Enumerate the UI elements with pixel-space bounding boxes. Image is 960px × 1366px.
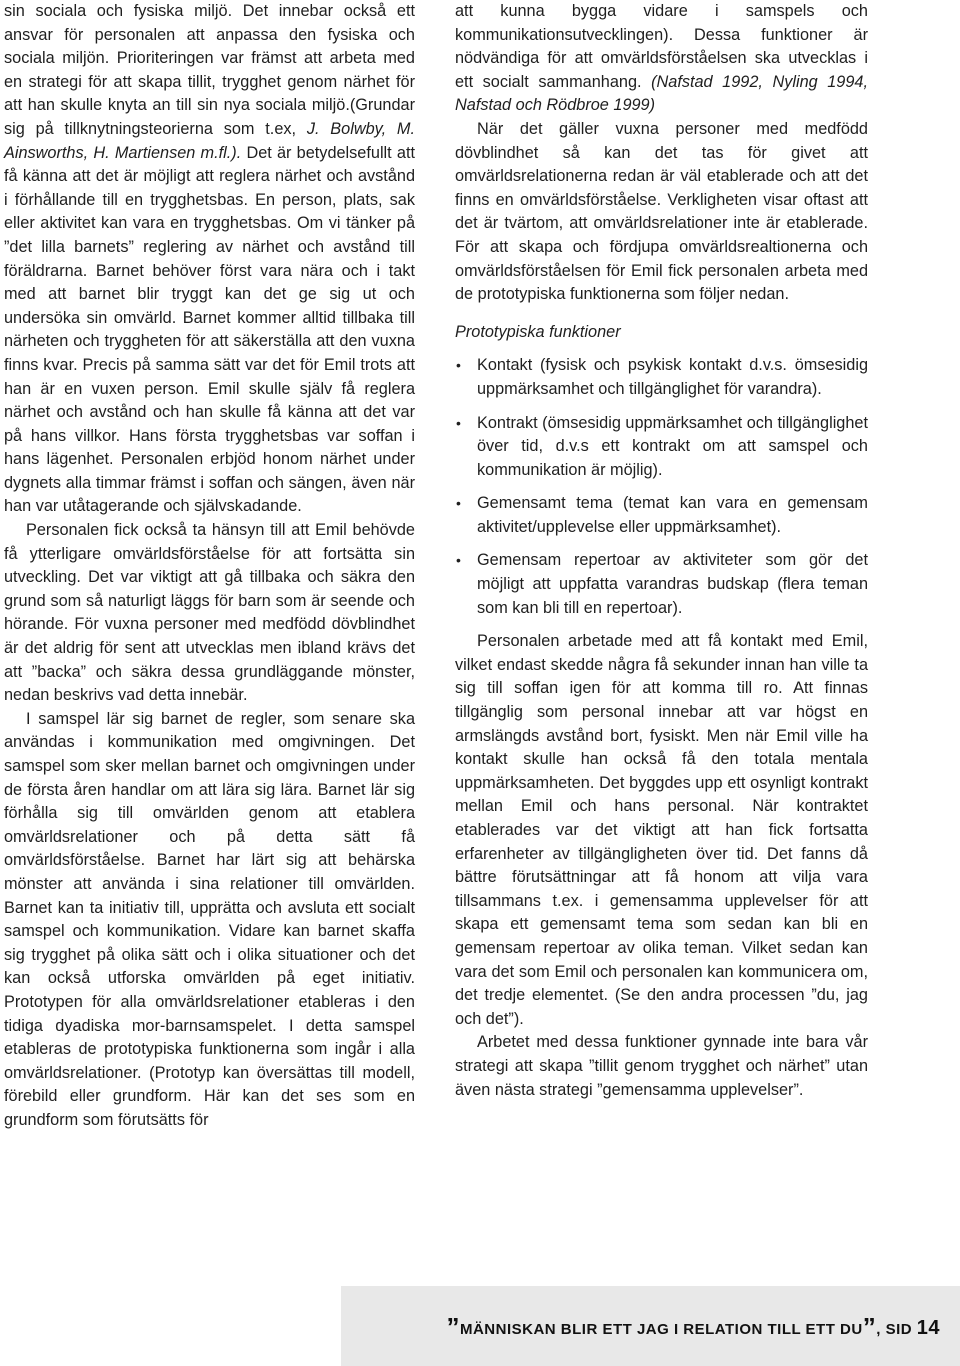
paragraph: Arbetet med dessa funktioner gynnade inte bara vår strategi att skapa ”tillit genom trygghet och närhet” utan även nästa strategi ”gemensamma upplevelser”.: [455, 1033, 868, 1099]
paragraph: att kunna bygga vidare i samspels och kommunikationsutvecklingen). Dessa funktioner är nödvändiga för att omvärldsförståelsen ska utvecklas i ett socialt sammanhang. (Nafstad 1992, Nyling 1994, Nafstad och Rödbroe 1999): [455, 2, 868, 115]
running-footer: [446, 1312, 940, 1343]
citation: J. Bolwby, M. Ainsworths, H. Martiensen m.fl.).: [4, 119, 415, 162]
open-quote: ”: [446, 1312, 460, 1342]
page-number: 14: [916, 1317, 940, 1339]
page-label: , SID: [876, 1321, 917, 1338]
paragraph: I samspel lär sig barnet de regler, som senare ska användas i kommunikation med omgivningen. Det samspel som sker mellan barnet och omgivningen under de första åren handlar om att lära sig lära. Barnet lär sig förhålla sig till omvärlden genom att etablera omvärldsrelationer och på detta sätt få omvärldsförståelse. Barnet har lärt sig att behärska mönster att använda i sina relationer till omvärlden. Barnet kan ta initiativ till, upprätta och avsluta ett socialt samspel och kommunikation. Vidare kan barnet skaffa sig trygghet på olika sätt och i olika situationer och det kan också utforska omvärlden på eget initiativ. Prototypen för alla omvärldsrelationer etableras i den tidiga dyadiska mor-barnsamspelet. I detta samspel etableras de prototypiska funktionerna som ingår i alla omvärldsrelationer. (Prototyp kan översättas till modell, förebild eller grundform. Här kan det ses som en grundform som förutsätts för: [4, 709, 415, 1129]
footer-title: MÄNNISKAN BLIR ETT JAG I RELATION TILL ETT DU: [459, 1321, 863, 1338]
close-quote: ”: [862, 1312, 877, 1342]
list-item: • Kontrakt (ömsesidig uppmärksamhet och tillgänglighet över tid, d.v.s ett kontrakt om att samspel och kommunikation är möjlig).: [456, 413, 868, 479]
footer-bar: [341, 1286, 960, 1366]
bullet-icon: •: [456, 357, 461, 374]
bullet-icon: •: [456, 552, 461, 569]
citation: (Nafstad 1992, Nyling 1994, Nafstad och Rödbroe 1999): [455, 72, 868, 115]
bullet-icon: •: [456, 495, 461, 512]
left-column: [4, 0, 415, 1133]
paragraph: När det gäller vuxna personer med medfödd dövblindhet så kan det tas för givet att omvärldsrelationerna redan är väl etablerade och att det finns en omvärldsförståelse. Verkligheten visar oftast att det är tvärtom, att omvärldsrelationer inte är etablerade. För att skapa och fördjupa omvärldsrealtionerna och omvärldsförståelsen för Emil fick personalen arbeta med de prototypiska funktionerna som följer nedan.: [455, 119, 868, 304]
right-column: [455, 0, 868, 1102]
paragraph: Personalen fick också ta hänsyn till att Emil behövde få ytterligare omvärldsförståelse för att fortsätta sin utveckling. Det var viktigt att gå tillbaka och säkra den grund som så naturligt läggs för barn som är seende och hörande. För vuxna personer med medfödd dövblindhet är det aldrig för sent att utvecklas men ibland krävs det att ”backa” och säkra dessa grundläggande mönster, nedan beskrivs vad detta innebär.: [4, 521, 415, 705]
section-heading: Prototypiska funktioner: [455, 322, 621, 341]
bullet-icon: •: [456, 414, 461, 431]
list-item: • Gemensamt tema (temat kan vara en gemensam aktivitet/upplevelse eller uppmärksamhet).: [456, 494, 868, 536]
paragraph: sin sociala och fysiska miljö. Det innebar också ett ansvar för personalen att anpassa den fysiska och sociala miljön. Prioriteringen var främst att arbeta med en strategi för att skapa tillit, trygghet genom närhet för att han skulle knyta an till sin nya sociala miljö.(Grundar sig på tillknytningsteorierna som t.ex, J. Bolwby, M. Ainsworths, H. Martiensen m.fl.). Det är betydelsefullt att få känna att det är möjligt att reglera närhet och avstånd i förhållande till en trygghetsbas. En person, plats, sak eller aktivitet kan vara en trygghetsbas. Om vi tänker på ”det lilla barnets” reglering av närhet och avstånd till föräldrarna. Barnet behöver först vara nära och i takt med att barnet blir tryggt kan det ge sig ut och undersöka sin omvärld. Barnet kommer alltid tillbaka till närheten och tryggheten för att säkerställa att den vuxna finns kvar. Precis på samma sätt var det för Emil trots att han är en vuxen person. Emil skulle själv få reglera närhet och avstånd och han skulle få känna att det var på hans villkor. Hans första trygghetsbas var soffan i hans lägenhet. Personalen erbjöd honom närhet under dygnets alla timmar främst i soffan och sängen, även när han var utåtagerande och självskadande.: [4, 2, 415, 516]
paragraph: Personalen arbetade med att få kontakt med Emil, vilket endast skedde några få sekunder innan han ville ta sig till soffan igen för att komma till ro. Att finnas tillgänglig som personal innebar att var högst en armslängds avstånd bort, fysiskt. Men när Emil ville ha kontakt skulle han också få den totala mentala uppmärksamheten. Det byggdes upp ett osynligt kontrakt mellan Emil och hans personal. När kontraktet etablerades var det viktigt att han fick fortsatta erfarenheter av tillgängligheten över tid. Det fanns då bättre förutsättningar att få honom att vilja vara tillsammans t.ex. i gemensamma upplevelser för att skapa ett gemensamt tema som sedan kan bli en gemensam repertoar av olika teman. Vilket sedan kan vara det som Emil och personalen kan kommunicera om, det tredje elementet. (Se den andra processen ”du, jag och det”).: [455, 632, 868, 1028]
bullet-list: [455, 354, 868, 620]
list-item: • Gemensam repertoar av aktiviteter som gör det möjligt att uppfatta varandras budskap (flera teman som kan bli till en repertoar).: [456, 551, 868, 617]
list-item: • Kontakt (fysisk och psykisk kontakt d.v.s. ömsesidig uppmärksamhet och tillgänglighet för varandra).: [456, 356, 868, 398]
